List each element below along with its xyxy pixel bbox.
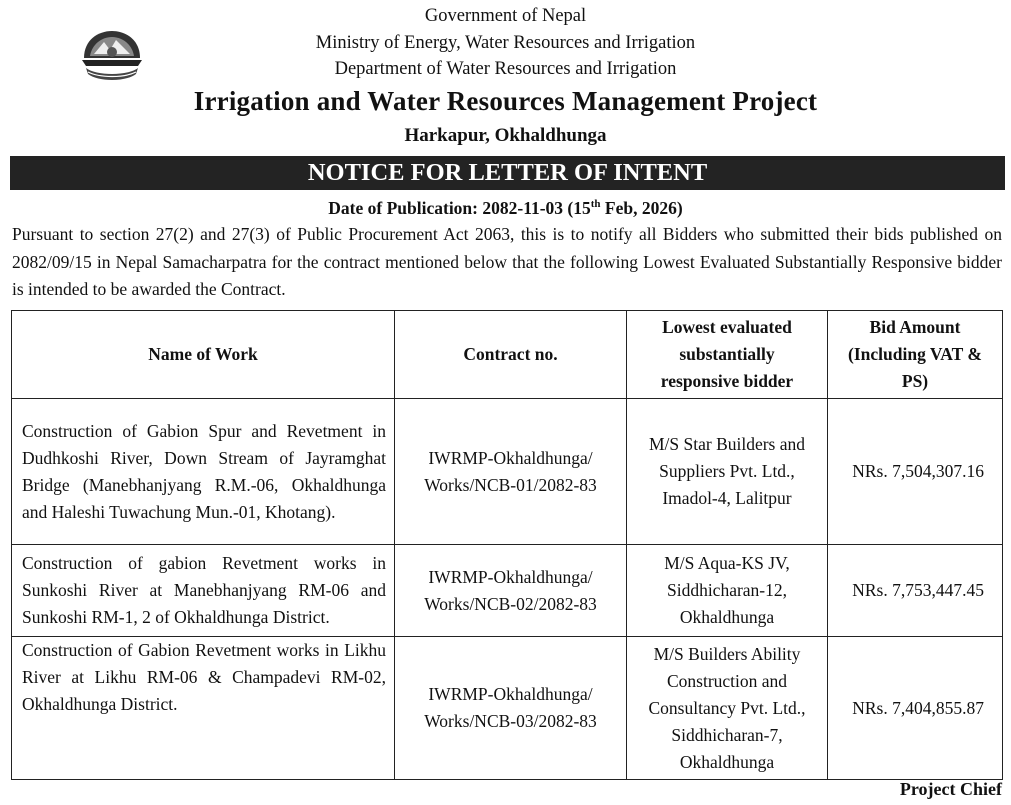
column-header-amount: Bid Amount (Including VAT & PS) <box>828 311 1003 399</box>
bid-amount-cell: NRs. 7,504,307.16 <box>828 399 1003 545</box>
department-name: Department of Water Resources and Irrigation <box>334 59 677 79</box>
notice-title-banner: NOTICE FOR LETTER OF INTENT <box>10 156 1005 190</box>
project-title: Irrigation and Water Resources Management Project <box>193 86 818 116</box>
contract-no-cell: IWRMP-Okhaldhunga/ Works/NCB-02/2082-83 <box>395 545 627 637</box>
contract-no-cell: IWRMP-Okhaldhunga/ Works/NCB-01/2082-83 <box>395 399 627 545</box>
bidder-cell: M/S Aqua-KS JV, Siddhicharan-12, Okhaldhunga <box>627 545 828 637</box>
contract-no-cell: IWRMP-Okhaldhunga/ Works/NCB-03/2082-83 <box>395 637 627 780</box>
column-header-contract: Contract no. <box>395 311 627 399</box>
table-row <box>12 545 1003 637</box>
publication-date: Date of Publication: 2082-11-03 (15th Feb, 2026) <box>328 198 683 218</box>
work-name-cell: Construction of Gabion Revetment works in Likhu River at Likhu RM-06 & Champadevi RM-02, Okhaldhunga District. <box>12 637 395 780</box>
signatory-title: Project Chief <box>899 779 1002 799</box>
award-table <box>11 310 1003 780</box>
table-row <box>12 637 1003 780</box>
table-header-row <box>12 311 1003 399</box>
government-name: Government of Nepal <box>424 6 587 26</box>
notice-intro-paragraph: Pursuant to section 27(2) and 27(3) of Public Procurement Act 2063, this is to notify all Bidders who submitted their bids published on 2082/09/15 in Nepal Samacharpatra for the contract mentioned below that the following Lowest Evaluated Substantially Responsive bidder is intended to be awarded the Contract. <box>12 224 1002 299</box>
project-location: Harkapur, Okhaldhunga <box>404 125 607 146</box>
bidder-cell: M/S Builders Ability Construction and Consultancy Pvt. Ltd., Siddhicharan-7, Okhaldhunga <box>627 637 828 780</box>
column-header-work: Name of Work <box>12 311 395 399</box>
bid-amount-cell: NRs. 7,404,855.87 <box>828 637 1003 780</box>
table-row <box>12 399 1003 545</box>
bid-amount-cell: NRs. 7,753,447.45 <box>828 545 1003 637</box>
bidder-cell: M/S Star Builders and Suppliers Pvt. Ltd., Imadol-4, Lalitpur <box>627 399 828 545</box>
work-name-cell: Construction of gabion Revetment works in Sunkoshi River at Manebhanjyang RM-06 and Sunkoshi RM-1, 2 of Okhaldhunga District. <box>12 545 395 637</box>
work-name-cell: Construction of Gabion Spur and Revetment in Dudhkoshi River, Down Stream of Jayramghat Bridge (Manebhanjyang R.M.-06, Okhaldhunga and Haleshi Tuwachung Mun.-01, Khotang). <box>12 399 395 545</box>
ministry-name: Ministry of Energy, Water Resources and Irrigation <box>315 33 696 53</box>
column-header-bidder: Lowest evaluated substantially responsive bidder <box>627 311 828 399</box>
